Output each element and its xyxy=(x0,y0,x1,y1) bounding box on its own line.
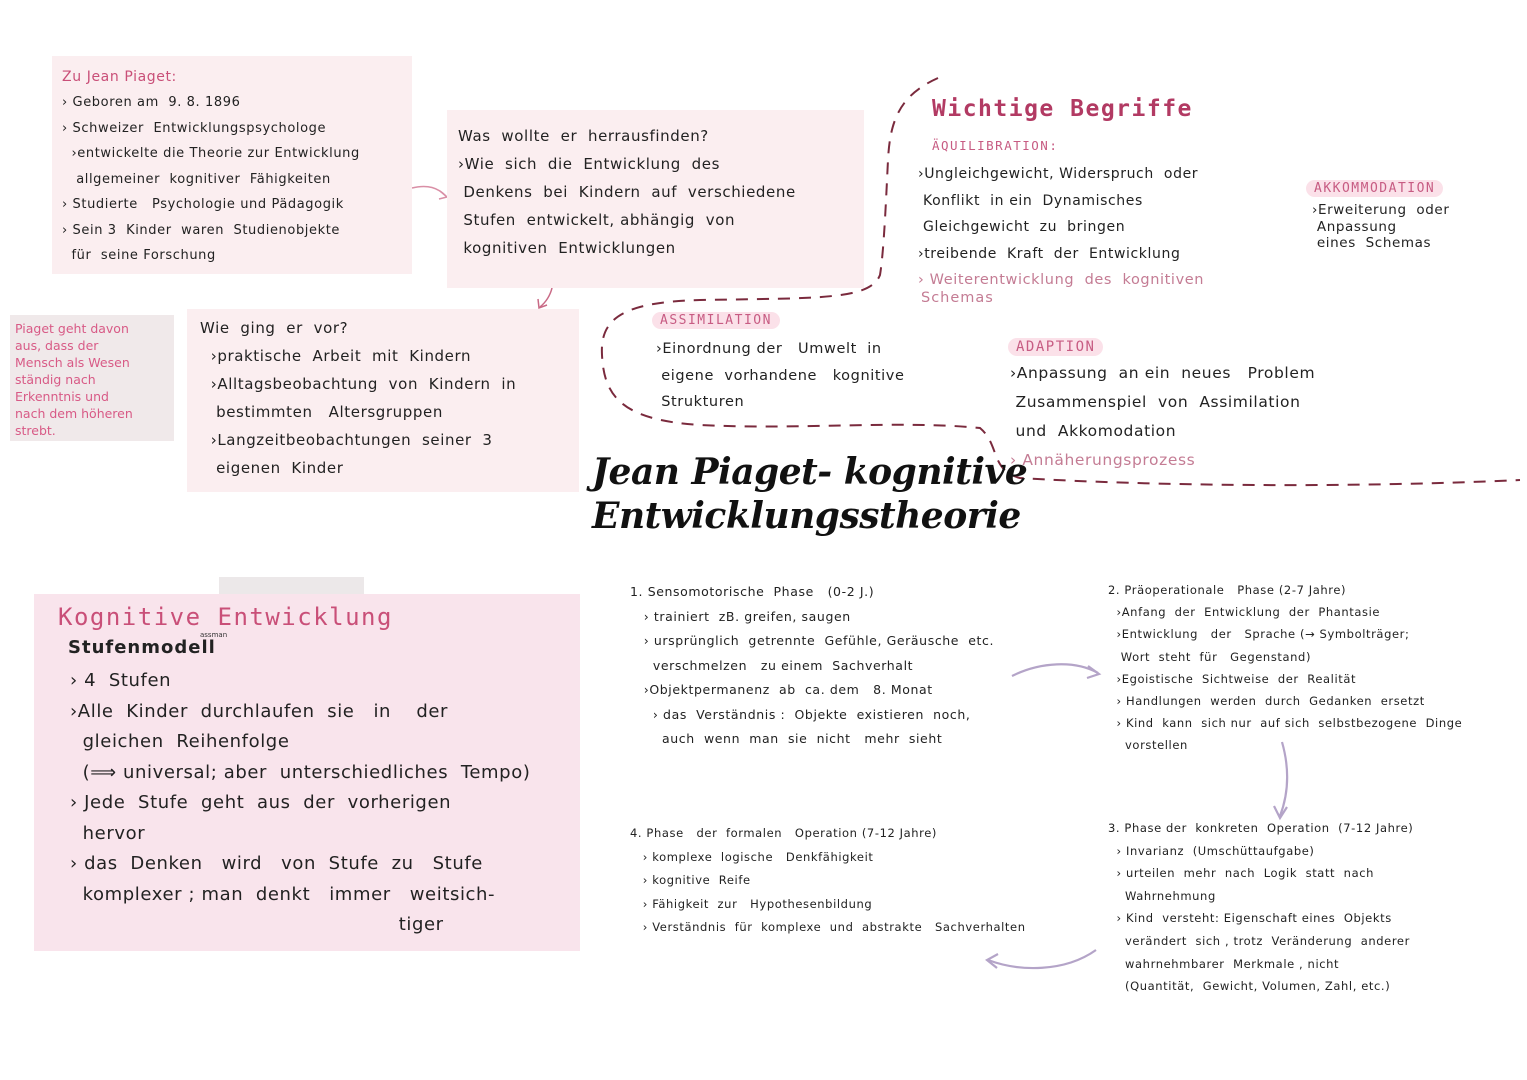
about-line: allgemeiner kognitiver Fähigkeiten xyxy=(62,171,331,187)
method-line: ›Alltagsbeobachtung von Kindern in xyxy=(200,375,517,393)
phase-1-line: auch wenn man sie nicht mehr sieht xyxy=(630,731,943,746)
equilibration-schemas: Schemas xyxy=(921,290,994,306)
cognitive-subheading: Stufenmodell xyxy=(68,637,216,658)
akkommodation-text xyxy=(1312,202,1512,252)
phase-2-line: vorstellen xyxy=(1108,738,1188,753)
akkommodation-line: eines Schemas xyxy=(1312,235,1432,251)
phase-1 xyxy=(630,580,1030,752)
equilibration-text xyxy=(918,161,1278,294)
assimilation-line: eigene vorhandene kognitive xyxy=(656,367,905,384)
assimilation-line: Strukturen xyxy=(656,394,745,410)
phase-1-line: verschmelzen zu einem Sachverhalt xyxy=(630,657,914,673)
adaption-line: ›Anpassung an ein neues Problem xyxy=(1010,364,1316,382)
about-line: für seine Forschung xyxy=(62,248,216,263)
phase-2 xyxy=(1108,579,1518,757)
phase-2-line: ›Egoistische Sichtweise der Realität xyxy=(1108,671,1357,686)
cognitive-line: hervor xyxy=(70,822,146,844)
phase-3-line: (Quantität, Gewicht, Volumen, Zahl, etc.) xyxy=(1108,979,1391,994)
phase-4-line: › kognitive Reife xyxy=(630,873,751,887)
phase-3-line: wahrnehmbarer Merkmale , nicht xyxy=(1108,956,1340,971)
page-title-line2: Entwicklungsstheorie xyxy=(592,495,1021,537)
phase-3 xyxy=(1108,817,1518,998)
adaption-label: ADAPTION xyxy=(1008,338,1103,356)
method-question: Wie ging er vor? xyxy=(200,319,349,337)
cognitive-tiny-note: assman xyxy=(200,631,228,639)
terms-heading: Wichtige Begriffe xyxy=(932,96,1193,122)
method-line: eigenen Kinder xyxy=(200,459,344,477)
side-note-line: aus, dass der xyxy=(15,338,99,353)
goal-text xyxy=(458,122,858,262)
assimilation-line: ›Einordnung der Umwelt in xyxy=(656,341,882,357)
phase-4-line: › Verständnis für komplexe und abstrakte Sachverhalten xyxy=(630,920,1026,934)
side-note-line: Mensch als Wesen xyxy=(15,355,130,370)
akkommodation-label: AKKOMMODATION xyxy=(1306,180,1443,197)
assimilation-text xyxy=(656,336,956,416)
cognitive-line: ›Alle Kinder durchlaufen sie in der xyxy=(70,700,449,722)
about-line: › Geboren am 9. 8. 1896 xyxy=(62,95,241,110)
phase-2-title: 2. Präoperationale Phase (2-7 Jahre) xyxy=(1108,583,1347,597)
about-line: › Studierte Psychologie und Pädagogik xyxy=(62,197,344,212)
phase-1-title: 1. Sensomotorische Phase (0-2 J.) xyxy=(630,584,875,599)
cognitive-line: › 4 Stufen xyxy=(70,670,172,691)
cognitive-line: › Jede Stufe geht aus der vorherigen xyxy=(70,792,452,813)
method-text xyxy=(200,314,575,482)
phase-4-line: › Fähigkeit zur Hypothesenbildung xyxy=(630,896,873,911)
adaption-pink-line: › Annäherungsprozess xyxy=(1010,451,1196,469)
phase-4-line: › komplexe logische Denkfähigkeit xyxy=(630,849,874,864)
page-title xyxy=(592,450,1027,538)
cognitive-line: komplexer ; man denkt immer weitsich- xyxy=(70,883,496,905)
side-note-line: Piaget geht davon xyxy=(15,321,129,336)
phase-2-line: › Kind kann sich nur auf sich selbstbezogene Dinge xyxy=(1108,716,1463,731)
phase-1-line: › ursprünglich getrennte Gefühle, Geräusche etc. xyxy=(630,633,995,648)
side-note-line: Erkenntnis und xyxy=(15,389,109,404)
equilibration-line: ›Ungleichgewicht, Widerspruch oder xyxy=(918,166,1199,182)
phase-1-line: ›Objektpermanenz ab ca. dem 8. Monat xyxy=(630,682,933,697)
phase-2-line: Wort steht für Gegenstand) xyxy=(1108,649,1312,664)
phase-3-line: verändert sich , trotz Veränderung anderer xyxy=(1108,933,1410,948)
about-heading: Zu Jean Piaget: xyxy=(62,69,177,85)
method-line: ›Langzeitbeobachtungen seiner 3 xyxy=(200,431,493,449)
goal-line: kognitiven Entwicklungen xyxy=(458,239,676,257)
side-note-line: ständig nach xyxy=(15,372,96,387)
phase-4-title: 4. Phase der formalen Operation (7-12 Jahre) xyxy=(630,826,938,840)
adaption-line: Zusammenspiel von Assimilation xyxy=(1010,393,1301,411)
side-note-line: strebt. xyxy=(15,423,56,438)
phase-2-line: › Handlungen werden durch Gedanken ersetzt xyxy=(1108,694,1425,709)
phase-3-title: 3. Phase der konkreten Operation (7-12 Jahre) xyxy=(1108,821,1414,835)
method-line: bestimmten Altersgruppen xyxy=(200,403,443,421)
phase-1-line: › trainiert zB. greifen, saugen xyxy=(630,608,851,624)
side-note-line: nach dem höheren xyxy=(15,406,133,421)
about-line: ›entwickelte die Theorie zur Entwicklung xyxy=(62,146,360,161)
about-line: › Schweizer Entwicklungspsychologe xyxy=(62,120,327,136)
about-line: › Sein 3 Kinder waren Studienobjekte xyxy=(62,222,341,238)
assimilation-label: ASSIMILATION xyxy=(652,312,780,329)
cognitive-line: › das Denken wird von Stufe zu Stufe xyxy=(70,853,483,874)
akkommodation-line: ›Erweiterung oder xyxy=(1312,202,1450,218)
cognitive-line: gleichen Reihenfolge xyxy=(70,731,290,752)
phase-2-line: ›Anfang der Entwicklung der Phantasie xyxy=(1108,605,1381,620)
cognitive-line: tiger xyxy=(70,914,444,935)
about-text xyxy=(62,64,407,269)
arrow-p3-p4 xyxy=(988,950,1096,968)
equilibration-line: Gleichgewicht zu bringen xyxy=(918,219,1126,235)
phase-3-line: Wahrnehmung xyxy=(1108,888,1216,903)
phase-3-line: › urteilen mehr nach Logik statt nach xyxy=(1108,866,1375,881)
side-note-text xyxy=(15,320,175,439)
adaption-text xyxy=(1010,359,1390,475)
phase-1-line: › das Verständnis : Objekte existieren noch, xyxy=(630,706,971,722)
goal-line: Denkens bei Kindern auf verschiedene xyxy=(458,183,796,201)
goal-line: Stufen entwickelt, abhängig von xyxy=(458,211,736,229)
equilibration-line: Konflikt in ein Dynamisches xyxy=(918,192,1143,209)
equilibration-line: ›treibende Kraft der Entwicklung xyxy=(918,245,1181,262)
phase-4 xyxy=(630,822,1080,940)
phase-3-line: › Invarianz (Umschüttaufgabe) xyxy=(1108,843,1315,858)
adaption-line: und Akkomodation xyxy=(1010,422,1177,440)
phase-2-line: ›Entwicklung der Sprache (→ Symbolträger; xyxy=(1108,627,1410,642)
page-title-line1: Jean Piaget- kognitive xyxy=(592,451,1028,493)
equilibration-label: ÄQUILIBRATION: xyxy=(932,138,1059,153)
cognitive-text xyxy=(70,666,570,941)
cognitive-line: (⟹ universal; aber unterschiedliches Tempo) xyxy=(70,761,531,783)
goal-line: ›Wie sich die Entwicklung des xyxy=(458,155,720,173)
method-line: ›praktische Arbeit mit Kindern xyxy=(200,347,472,365)
arrow-goal-to-method xyxy=(540,288,552,307)
goal-question: Was wollte er herrausfinden? xyxy=(458,127,709,145)
equilibration-pink-line: › Weiterentwicklung des kognitiven xyxy=(918,272,1205,288)
cognitive-heading: Kognitive Entwicklung xyxy=(58,603,393,631)
phase-3-line: › Kind versteht: Eigenschaft eines Objekts xyxy=(1108,911,1392,926)
akkommodation-line: Anpassung xyxy=(1312,218,1397,235)
